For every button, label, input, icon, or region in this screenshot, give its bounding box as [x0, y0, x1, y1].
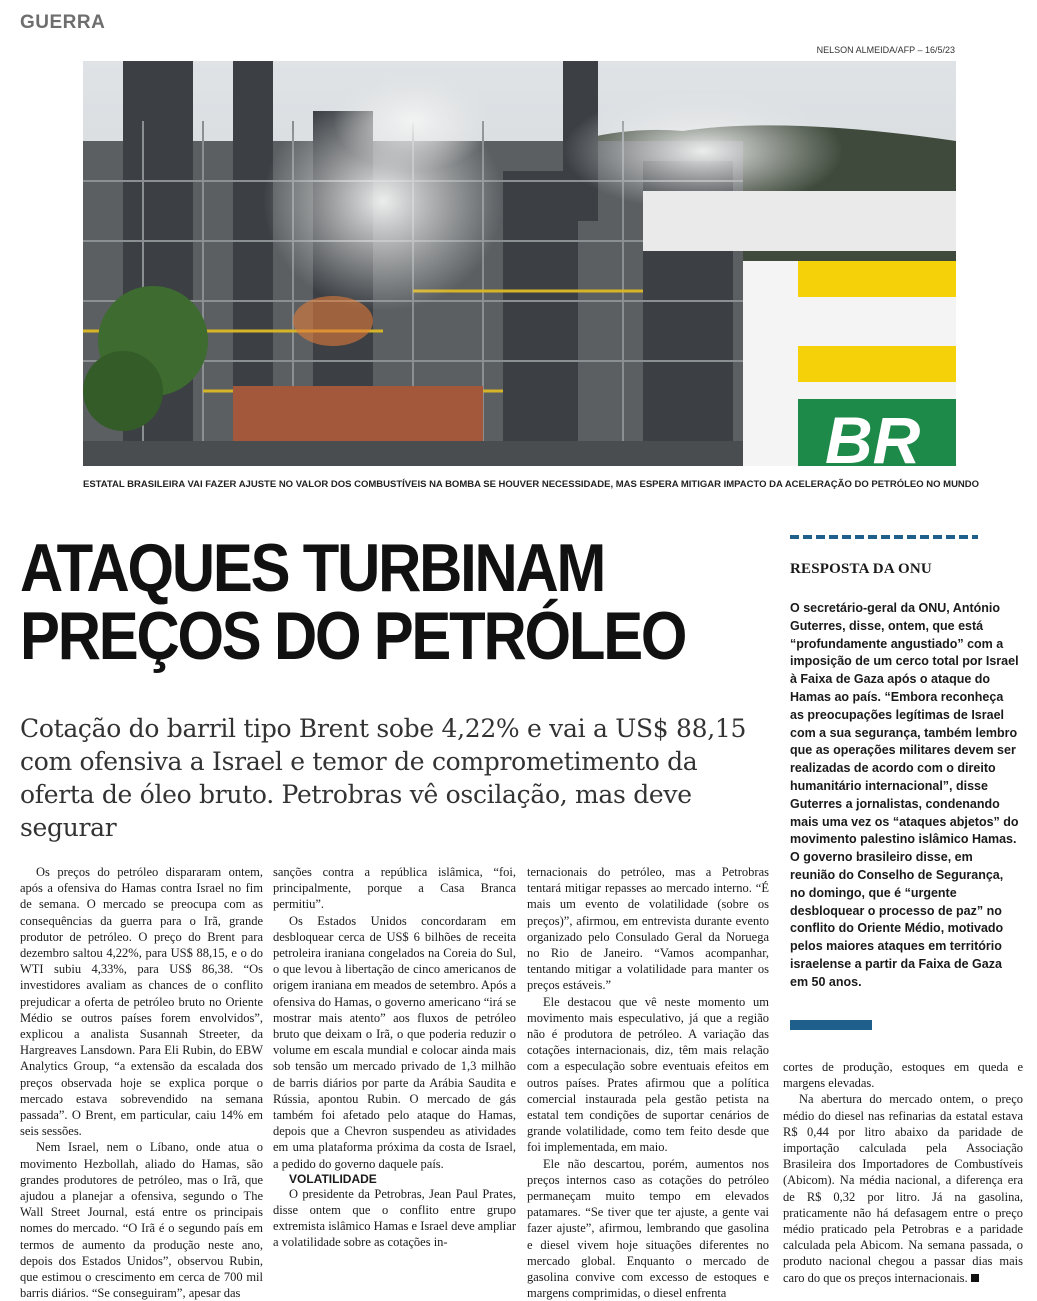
sidebar-end-bar: [790, 1020, 872, 1030]
sidebar-text: O secretário-geral da ONU, António Guterres, disse, ontem, que está “profundamente angustiado” com a imposição de um cerco total por Israel à Faixa de Gaza após o ataque do Hamas ao país. “Embora reconheça as preocupações legítimas de Israel com a sua segurança, também lembro que as operações militares devem ser realizadas de acordo com o direito humanitário internacional”, disse Guterres a jornalistas, condenando mais uma vez os “ataques abjetos” do movimento palestino islâmico Hamas. O governo brasileiro disse, em reunião do Conselho de Segurança, no domingo, que é “urgente desbloquear o processo de paz” no conflito do Oriente Médio, motivado pelos maiores ataques em território israelense a partir da Faixa de Gaza em 50 anos.: [790, 601, 1019, 989]
headline-line-2: PREÇOS DO PETRÓLEO: [20, 598, 686, 674]
br-sign-text: BR: [825, 403, 921, 466]
sidebar-box: [790, 535, 1020, 1030]
article-column-4: [783, 1059, 1023, 1286]
deck: Cotação do barril tipo Brent sobe 4,22% e vai a US$ 88,15 com ofensiva a Israel e temor de comprometimento da oferta de óleo bruto. Petrobras vê oscilação, mas deve segurar: [20, 714, 747, 842]
article-photo: [83, 61, 956, 466]
headline: [20, 530, 686, 674]
section-label: GUERRA: [20, 12, 106, 33]
paragraph: Os preços do petróleo dispararam ontem, após a ofensiva do Hamas contra Israel no fim de semana. O mercado se preocupa com as consequências da guerra para o Irã, grande produtor de petróleo. O preço do Brent para dezembro saltou 4,22%, para US$ 88,15, e o do WTI subiu 4,33%, para US$ 86,38. “Os investidores avaliam as chances de o conflito prejudicar a oferta de petróleo bruto no Oriente Médio se outros países forem envolvidos”, explicou a analista Susannah Streeter, da Hargreaves Lansdown. Para Eli Rubin, do EBW Analytics Group, “a extensão da escalada dos preços observada hoje se explica porque o mercado estava sobrevendido na semana passada”. O Brent, em particular, caiu 14% em seis sessões.: [20, 865, 263, 1139]
paragraph: [783, 1091, 1023, 1285]
photo-credit: NELSON ALMEIDA/AFP – 16/5/23: [816, 45, 955, 55]
paragraph-text: Na abertura do mercado ontem, o preço médio do diesel nas refinarias da estatal estava R$ 0,44 por litro abaixo da paridade de importação calculada pela Associação Brasileira dos Importadores de Combustíveis (Abicom). Na média nacional, a diferença era de R$ 0,32 por litro. Já na gasolina, praticamente não há defasagem entre o preço médio praticado pela Petrobras e a paridade calculada pela Abicom. Na semana passada, o produto nacional chegou a passar dias mais caro do que os preços internacionais.: [783, 1092, 1023, 1285]
sidebar-title: RESPOSTA DA ONU: [790, 561, 932, 577]
article-column-2: [273, 864, 516, 1251]
paragraph: ternacionais do petróleo, mas a Petrobras tentará mitigar repasses ao mercado interno. “É mais um evento de volatilidade (sobre os preços)”, afirmou, em entrevista durante evento organizado pelo Consulado Geral da Noruega no Rio de Janeiro. “Vamos acompanhar, tentando mitigar a volatilidade para manter os preços estáveis.”: [527, 865, 769, 993]
paragraph: sanções contra a república islâmica, “foi, principalmente, porque a Casa Branca permitiu”.: [273, 865, 516, 912]
paragraph: Nem Israel, nem o Líbano, onde atua o movimento Hezbollah, aliado do Hamas, são grandes produtores de petróleo, mas o Irã, que ajudou a planejar a ofensiva, segundo o The Wall Street Journal, está entre os principais nomes do mercado. “O Irã é o segundo país em termos de aumento da produção neste ano, depois dos Estados Unidos”, observou Rubin, que estimou o crescimento em cerca de 700 mil barris diários. “Se conseguiram”, apesar das: [20, 1140, 263, 1301]
photo-caption: ESTATAL BRASILEIRA VAI FAZER AJUSTE NO VALOR DOS COMBUSTÍVEIS NA BOMBA SE HOUVER NECESSIDADE, MAS ESPERA MITIGAR IMPACTO DA ACELERAÇÃO DO PETRÓLEO NO MUNDO: [83, 479, 980, 490]
headline-line-1: ATAQUES TURBINAM: [20, 530, 605, 606]
paragraph: cortes de produção, estoques em queda e margens elevadas.: [783, 1060, 1023, 1091]
paragraph: Ele não descartou, porém, aumentos nos preços internos caso as cotações do petróleo permaneçam muito tempo em elevados patamares. “Se tiver que ter ajuste, a gente vai fazer ajuste”, afirmou, lembrando que gasolina e diesel vivem hoje situações diferentes no mercado global. Enquanto o mercado de gasolina convive com excesso de estoques e margens comprimidas, o diesel enfrenta: [527, 1156, 769, 1301]
sidebar-dashed-rule: [790, 535, 978, 539]
paragraph: Ele destacou que vê neste momento um movimento mais especulativo, já que a região não é produtora de petróleo. A variação das cotações internacionais, diz, têm mais relação com a especulação sobre eventuais efeitos em outros países. Prates afirmou que a política comercial instaurada pela gestão petista na estatal tem condições de suportar cenários de grande volatilidade, como tem feito desde que foi implementada, em maio.: [527, 994, 769, 1155]
article-column-1: [20, 864, 263, 1301]
paragraph: Os Estados Unidos concordaram em desbloquear cerca de US$ 6 bilhões de receita petroleira iraniana congelados na Coreia do Sul, o que levou à libertação de cinco americanos de origem iraniana em meados de setembro. Após a ofensiva do Hamas, o governo americano “irá se mostrar mais atento” aos fluxos de petróleo bruto que deixam o Irã, o que poderia reduzir o volume em escala mundial e colocar ainda mais sob tensão um mercado privado de 1,3 milhão de barris diários por parte da Arábia Saudita e Rússia, apontou Rubin. O mercado de gás também foi afetado pelo ataque do Hamas, depois que a Chevron suspendeu as atividades em uma plataforma próxima da costa de Israel, a pedido do governo daquele país.: [273, 913, 516, 1171]
subhead: VOLATILIDADE: [289, 1171, 377, 1186]
article-column-3: [527, 864, 769, 1301]
paragraph: O presidente da Petrobras, Jean Paul Prates, disse ontem que o conflito entre grupo extremista islâmico Hamas e Israel deve ampliar a volatilidade sobre as cotações in-: [273, 1186, 516, 1250]
